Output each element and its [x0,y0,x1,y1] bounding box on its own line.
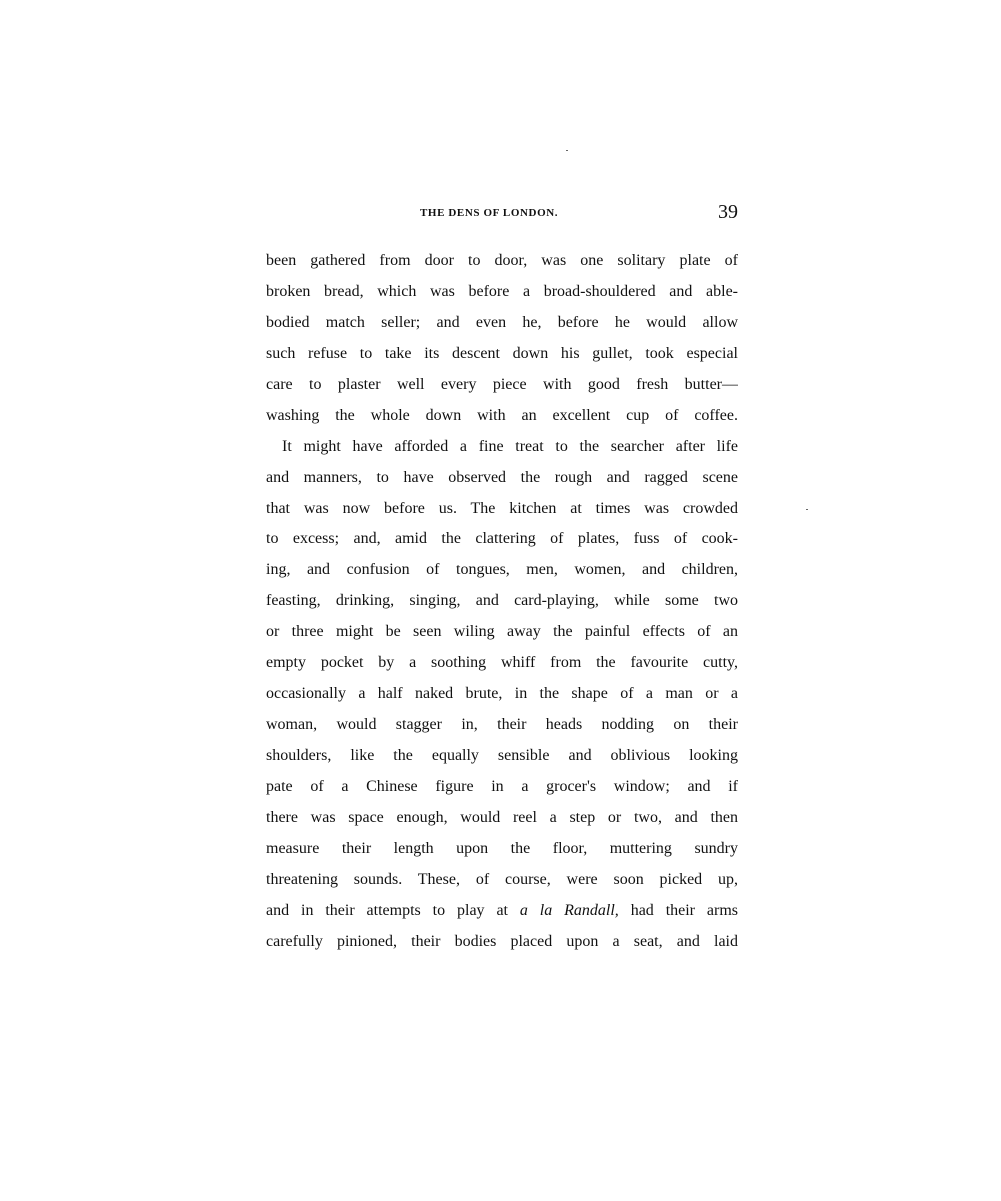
text-line: care to plaster well every piece with good fresh butter— [266,375,738,393]
text-fragment: and in their attempts to play at [266,901,520,919]
italic-phrase: a la Randall, [519,901,619,919]
page-header [266,199,738,229]
text-line: occasionally a half naked brute, in the shape of a man or a [266,685,738,703]
text-line: pate of a Chinese figure in a grocer's window; and if [266,777,738,795]
text-line: been gathered from door to door, was one solitary plate of [266,252,738,269]
text-line: that was now before us. The kitchen at times was crowded [266,499,738,517]
text-line: bodied match seller; and even he, before he would allow [266,313,738,331]
text-line: carefully pinioned, their bodies placed upon a seat, and laid [266,932,738,950]
page-number: 39 [718,201,738,223]
text-line: measure their length upon the floor, muttering sundry [266,839,738,857]
text-line: or three might be seen wiling away the painful effects of an [266,623,738,641]
text-line: shoulders, like the equally sensible and oblivious looking [266,747,738,764]
text-line: to excess; and, amid the clattering of plates, fuss of cook- [266,530,738,548]
text-fragment: had their arms [618,901,738,919]
text-line: and manners, to have observed the rough and ragged scene [266,468,738,486]
running-title: THE DENS OF LONDON. [420,207,559,219]
text-line: there was space enough, would reel a step or two, and then [266,808,738,826]
text-line-with-italic [266,896,738,927]
text-line: such refuse to take its descent down his gullet, took especial [266,344,738,362]
text-line: washing the whole down with an excellent cup of coffee. [266,406,738,424]
paragraph-first-line: It might have afforded a fine treat to the searcher after life [282,437,738,455]
text-line: ing, and confusion of tongues, men, women, and children, [266,561,738,579]
text-line: threatening sounds. These, of course, were soon picked up, [266,870,738,888]
scan-speck [566,150,568,151]
text-line: empty pocket by a soothing whiff from the favourite cutty, [266,654,738,672]
text-line: feasting, drinking, singing, and card-playing, while some two [266,592,738,610]
scan-speck [806,509,808,510]
body-text [266,246,738,958]
text-line: broken bread, which was before a broad-shouldered and able- [266,282,738,300]
text-line: woman, would stagger in, their heads nodding on their [266,716,738,734]
